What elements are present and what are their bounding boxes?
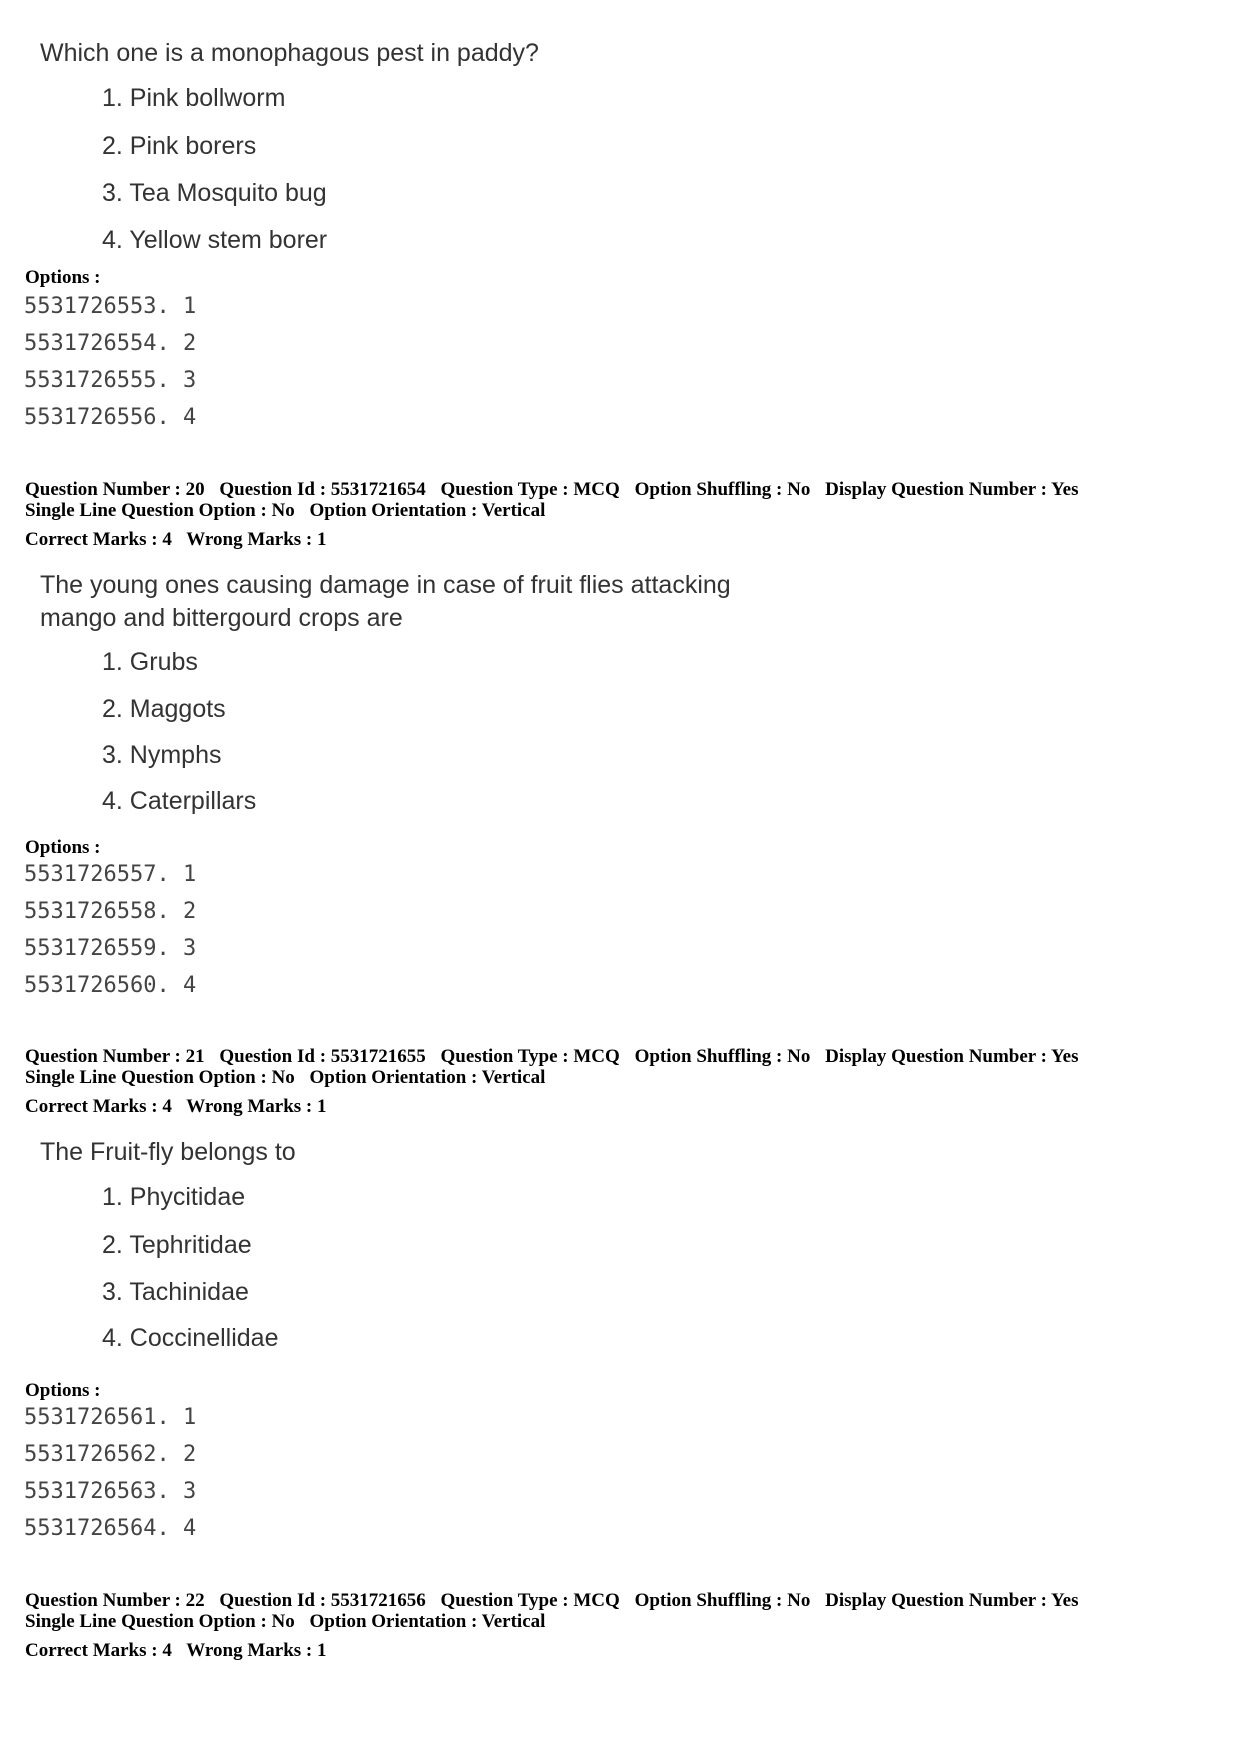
choice-1: 1. Grubs (102, 648, 198, 676)
question-meta-line-1: Question Number : 20 Question Id : 5531721654 Question Type : MCQ Option Shuffling : No Display Question Number : Yes (25, 479, 1079, 500)
choice-3: 3. Tea Mosquito bug (102, 179, 327, 207)
option-id-2: 5531726554. 2 (24, 331, 197, 356)
options-label: Options : (25, 267, 101, 288)
choice-4: 4. Caterpillars (102, 787, 257, 815)
choice-3: 3. Tachinidae (102, 1278, 249, 1306)
question-stem: The Fruit-fly belongs to (40, 1138, 296, 1166)
option-id-1: 5531726561. 1 (24, 1405, 197, 1430)
question-meta-line-2: Single Line Question Option : No Option Orientation : Vertical (25, 500, 546, 521)
question-21-marks: Correct Marks : 4 Wrong Marks : 1 (25, 1096, 327, 1117)
question-22-marks: Correct Marks : 4 Wrong Marks : 1 (25, 1640, 327, 1661)
choice-4: 4. Coccinellidae (102, 1324, 279, 1352)
option-id-4: 5531726560. 4 (24, 973, 197, 998)
choice-1: 1. Phycitidae (102, 1183, 246, 1211)
option-id-3: 5531726563. 3 (24, 1479, 197, 1504)
options-label: Options : (25, 1380, 101, 1401)
option-id-1: 5531726553. 1 (24, 294, 197, 319)
options-label: Options : (25, 837, 101, 858)
question-stem: Which one is a monophagous pest in paddy? (40, 39, 539, 67)
question-meta-line-1: Question Number : 22 Question Id : 5531721656 Question Type : MCQ Option Shuffling : No Display Question Number : Yes (25, 1590, 1079, 1611)
question-20-header (25, 479, 1078, 521)
question-meta-line-2: Single Line Question Option : No Option Orientation : Vertical (25, 1067, 546, 1088)
choice-2: 2. Maggots (102, 695, 226, 723)
question-meta-line-2: Single Line Question Option : No Option Orientation : Vertical (25, 1611, 546, 1632)
question-stem-line-2: mango and bittergourd crops are (40, 604, 403, 632)
option-id-4: 5531726564. 4 (24, 1516, 197, 1541)
option-id-3: 5531726559. 3 (24, 936, 197, 961)
choice-1: 1. Pink bollworm (102, 84, 286, 112)
option-id-3: 5531726555. 3 (24, 368, 197, 393)
question-21-header (25, 1046, 1078, 1088)
question-meta-line-1: Question Number : 21 Question Id : 5531721655 Question Type : MCQ Option Shuffling : No Display Question Number : Yes (25, 1046, 1079, 1067)
question-20-marks: Correct Marks : 4 Wrong Marks : 1 (25, 529, 327, 550)
option-id-1: 5531726557. 1 (24, 862, 197, 887)
choice-3: 3. Nymphs (102, 741, 222, 769)
choice-2: 2. Pink borers (102, 132, 257, 160)
choice-2: 2. Tephritidae (102, 1231, 252, 1259)
question-22-header (25, 1590, 1078, 1632)
option-id-2: 5531726562. 2 (24, 1442, 197, 1467)
choice-4: 4. Yellow stem borer (102, 226, 328, 254)
question-stem-line-1: The young ones causing damage in case of fruit flies attacking (40, 571, 731, 599)
option-id-2: 5531726558. 2 (24, 899, 197, 924)
option-id-4: 5531726556. 4 (24, 405, 197, 430)
